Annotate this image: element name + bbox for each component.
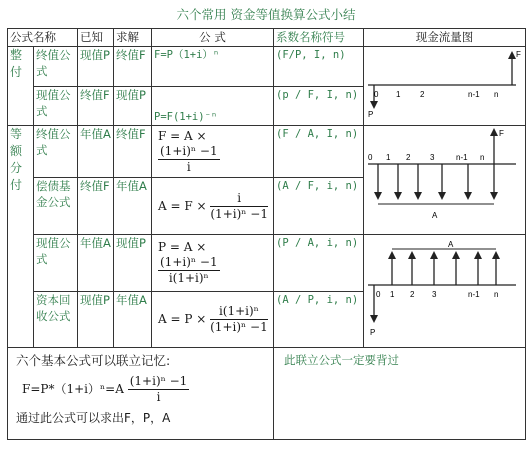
summary-denominator: i — [156, 390, 161, 404]
header-known: 已知 — [78, 29, 114, 47]
row-symbol: (p / F, I, n) — [274, 86, 364, 126]
header-cashflow: 现金流量图 — [364, 29, 526, 47]
label-A: A — [432, 211, 438, 220]
group-lump-sum: 整付 — [8, 47, 34, 126]
tick-n-1: n-1 — [468, 90, 480, 99]
row-known: 终值F — [78, 86, 114, 126]
formula-lhs: P = A × — [158, 240, 207, 255]
row-formula — [152, 291, 274, 348]
row-name: 现值公式 — [34, 86, 78, 126]
header-coef-symbol: 系数名称符号 — [274, 29, 364, 47]
label-F: F — [499, 129, 504, 138]
cashflow-diagram-lump-sum — [364, 47, 524, 121]
tick-n: n — [494, 90, 499, 99]
formula-table — [7, 28, 526, 440]
formula-lhs: F = A × — [158, 129, 207, 144]
row-symbol: (F / A, I, n) — [274, 126, 364, 178]
label-A: A — [448, 240, 454, 249]
row-solve: 现值P — [114, 86, 152, 126]
tick-n: n — [480, 153, 485, 162]
tick-1: 1 — [396, 90, 401, 99]
row-formula — [152, 235, 274, 292]
summary-heading: 六个基本公式可以联立记忆: — [16, 353, 171, 368]
page-title: 六个常用 资金等值换算公式小结 — [176, 7, 356, 22]
row-known: 现值P — [78, 47, 114, 87]
formula-denominator: (1+i)ⁿ −1 — [210, 206, 268, 221]
tick-n: n — [494, 290, 499, 299]
row-solve: 现值P — [114, 235, 152, 292]
tick-3: 3 — [430, 153, 435, 162]
cashflow-sinking-cell — [364, 126, 526, 235]
formula-lhs: A = F × — [158, 198, 207, 213]
formula-lhs: A = P × — [158, 311, 207, 326]
row-solve: 年值A — [114, 178, 152, 235]
row-name: 偿债基金公式 — [34, 178, 78, 235]
cashflow-annuity-present-cell — [364, 235, 526, 348]
header-formula: 公 式 — [152, 29, 274, 47]
tick-2: 2 — [406, 153, 411, 162]
row-symbol: (A / F, i, n) — [274, 178, 364, 235]
row-symbol: (F/P, I, n) — [274, 47, 364, 87]
summary-numerator: (1+i)ⁿ −1 — [129, 374, 188, 388]
row-formula: P=F(1+i)⁻ⁿ — [152, 86, 274, 126]
row-symbol: (P / A, i, n) — [274, 235, 364, 292]
formula-numerator: i(1+i)ⁿ — [210, 304, 268, 320]
formula-numerator: i — [210, 191, 268, 207]
formula-numerator: (1+i)ⁿ −1 — [160, 255, 218, 270]
row-formula — [152, 178, 274, 235]
header-solve: 求解 — [114, 29, 152, 47]
tick-n-1: n-1 — [468, 290, 480, 299]
header-formula-name: 公式名称 — [8, 29, 78, 47]
tick-0: 0 — [368, 153, 373, 162]
cashflow-lump-sum-cell — [364, 47, 526, 126]
summary-formula — [22, 374, 265, 405]
row-known: 年值A — [78, 126, 114, 178]
row-known: 终值F — [78, 178, 114, 235]
formula-denominator: i(1+i)ⁿ — [168, 271, 209, 286]
row-solve: 终值F — [114, 47, 152, 87]
row-formula: F=P（1+i）ⁿ — [152, 47, 274, 87]
tick-2: 2 — [410, 290, 415, 299]
tick-0: 0 — [374, 90, 379, 99]
summary-cell — [8, 348, 274, 440]
summary-lhs: F=P*（1+i）ⁿ=A — [22, 382, 124, 396]
tick-1: 1 — [386, 153, 391, 162]
cashflow-diagram-annuity-future — [364, 126, 524, 230]
row-symbol: (A / P, i, n) — [274, 291, 364, 348]
row-name: 终值公式 — [34, 126, 78, 178]
group-equal-amount: 等额分付 — [8, 126, 34, 348]
row-solve: 年值A — [114, 291, 152, 348]
row-known: 年值A — [78, 235, 114, 292]
tick-1: 1 — [390, 290, 395, 299]
tick-n-1: n-1 — [456, 153, 468, 162]
row-name: 现值公式 — [34, 235, 78, 292]
cashflow-diagram-annuity-present — [364, 235, 524, 343]
label-P: P — [368, 110, 374, 119]
label-P: P — [370, 328, 376, 337]
row-known: 现值P — [78, 291, 114, 348]
row-name: 资本回收公式 — [34, 291, 78, 348]
row-formula — [152, 126, 274, 178]
tick-0: 0 — [376, 290, 381, 299]
formula-denominator: i — [186, 160, 191, 175]
label-F: F — [516, 50, 521, 59]
summary-footer: 通过此公式可以求出F，P，A — [16, 411, 171, 425]
formula-denominator: (1+i)ⁿ −1 — [210, 319, 268, 334]
row-solve: 终值F — [114, 126, 152, 178]
row-name: 终值公式 — [34, 47, 78, 87]
tick-3: 3 — [432, 290, 437, 299]
tick-2: 2 — [420, 90, 425, 99]
summary-note: 此联立公式一定要背过 — [274, 348, 526, 440]
formula-numerator: (1+i)ⁿ −1 — [160, 144, 218, 159]
